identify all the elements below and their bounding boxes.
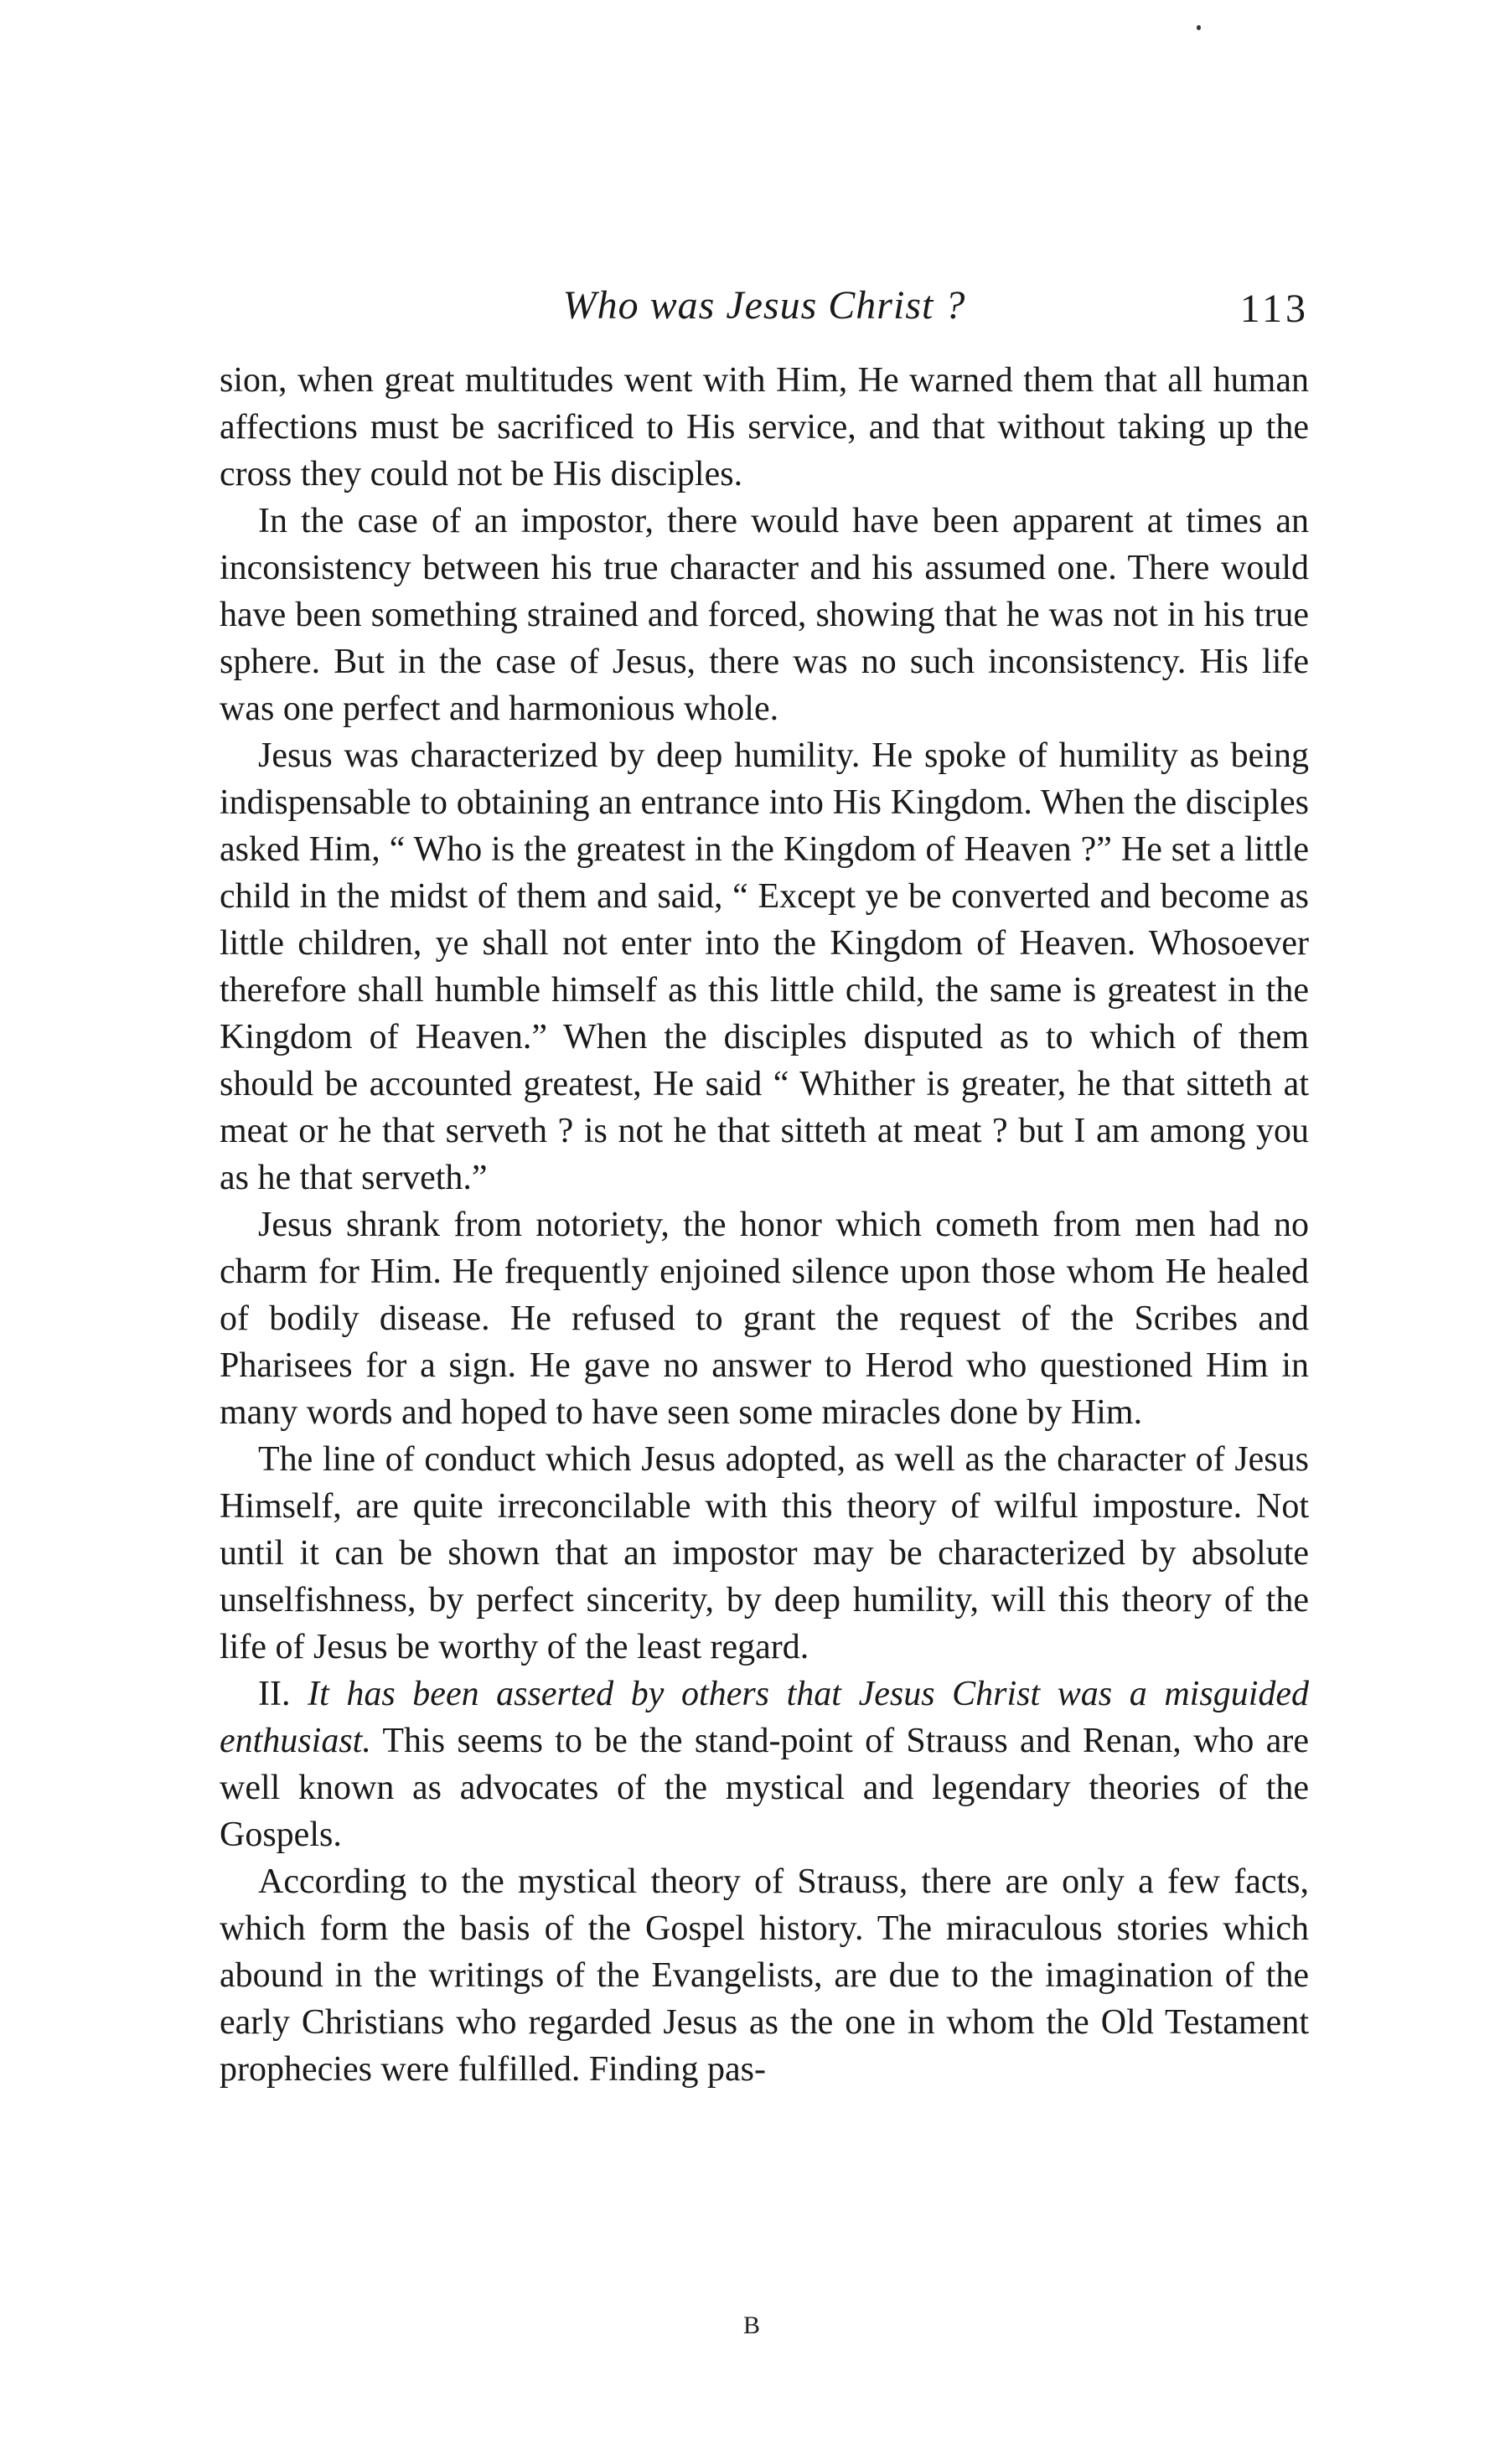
section-rest: This seems to be the stand-point of Strauss and Renan, who are well known as advocates of the mystical and legendary theories of the Gospels. [220, 1722, 1309, 1854]
section-numeral: II. [258, 1675, 291, 1713]
page-number: 113 [1239, 287, 1309, 331]
paragraph-impostor: In the case of an impostor, there would have been apparent at times an inconsistency between his true character and his assumed one. There would have been something strained and forced, showing that he was not in his true sphere. But in the case of Jesus, there was no such inconsistency. His life was one perfect and harmonious whole. [220, 502, 1309, 728]
ink-speck [1197, 25, 1201, 30]
paragraph-conduct: The line of conduct which Jesus adopted, as well as the character of Jesus Himself, are quite irreconcilable with this theory of wilful imposture. Not until it can be shown that an impostor may be characterized by absolute unselfishness, by perfect sincerity, by deep humility, will this theory of the life of Jesus be worthy of the least regard. [220, 1440, 1309, 1666]
signature-mark: B [742, 2312, 762, 2339]
paragraph-mystical-theory: According to the mystical theory of Strauss, there are only a few facts, which form the basis of the Gospel history. The miraculous stories which abound in the writings of the Evangelists, are due to the imagination of the early Christians who regarded Jesus as the one in whom the Old Testament prophecies were fulfilled. Finding pas- [220, 1862, 1309, 2089]
paragraph-continuation: sion, when great multitudes went with Him, He warned them that all human affections must be sacrificed to His service, and that without taking up the cross they could not be His disciples. [220, 361, 1309, 493]
body-text [220, 357, 1309, 2093]
running-title: Who was Jesus Christ ? [562, 283, 966, 328]
section-italic-lead: It has been asserted by others that Jesus Christ was a misguided enthusiast. [220, 1675, 1310, 1760]
running-head [220, 276, 1309, 335]
paragraph-humility: Jesus was characterized by deep humility. He spoke of humility as being indispensable to obtaining an entrance into His Kingdom. When the disciples asked Him, “ Who is the greatest in the Kingdom of Heaven ?” He set a little child in the midst of them and said, “ Except ye be converted and become as little children, ye shall not enter into the Kingdom of Heaven. Whosoever therefore shall humble himself as this little child, the same is greatest in the Kingdom of Heaven.” When the disciples disputed as to which of them should be accounted greatest, He said “ Whither is greater, he that sitteth at meat or he that serveth ? is not he that sitteth at meat ? but I am among you as he that serveth.” [220, 736, 1309, 1197]
paragraph-notoriety: Jesus shrank from notoriety, the honor which cometh from men had no charm for Him. He frequently enjoined silence upon those whom He healed of bodily disease. He refused to grant the request of the Scribes and Pharisees for a sign. He gave no answer to Herod who questioned Him in many words and hoped to have seen some miracles done by Him. [220, 1206, 1309, 1432]
paragraph-section-two [220, 1671, 1309, 1858]
